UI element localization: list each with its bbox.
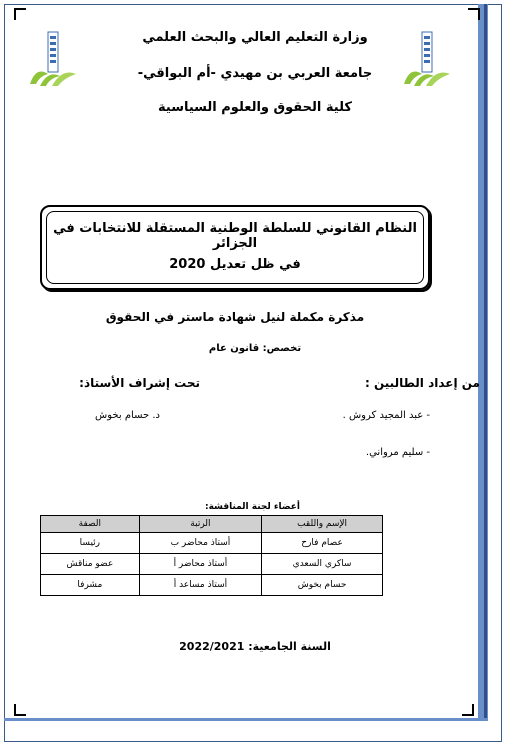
ministry-name: وزارة التعليم العالي والبحث العلمي: [142, 30, 368, 45]
committee-table: [40, 515, 383, 596]
member-role: مشرفا: [41, 575, 140, 596]
member-name: حسام بخوش: [262, 575, 383, 596]
page-frame-right-line: [484, 4, 487, 720]
degree-statement: مذكرة مكملة لنيل شهادة ماستر في الحقوق: [105, 310, 365, 324]
table-row: [41, 575, 383, 596]
member-name: عصام فارح: [262, 533, 383, 554]
header-name: الإسم واللقب: [262, 516, 383, 533]
table-row: [41, 554, 383, 575]
thesis-title-box: [40, 205, 430, 290]
academic-year: [140, 640, 370, 653]
university-name: جامعة العربي بن مهيدي -أم البواقي-: [137, 66, 373, 81]
corner-mark-bottom-left: [14, 704, 26, 716]
specialty: تخصص: قانون عام: [208, 343, 302, 354]
academic-year-value: 2022/2021: [179, 640, 245, 653]
member-name: ساكري السعدي: [262, 554, 383, 575]
student-2: - سليم مرواني.: [365, 447, 430, 458]
member-rank: أستاذ محاضر أ: [139, 554, 261, 575]
corner-mark-bottom-right: [462, 704, 474, 716]
corner-mark-top-right: [468, 8, 480, 20]
committee-header-row: [41, 516, 383, 533]
thesis-title-line-2: في ظل تعديل 2020: [169, 257, 301, 272]
member-rank: أستاذ مساعد أ: [139, 575, 261, 596]
faculty-name: كلية الحقوق والعلوم السياسية: [158, 100, 352, 115]
supervisor-name: د. حسام بخوش: [95, 410, 160, 421]
student-1: - عبد المجيد كروش .: [342, 410, 430, 421]
member-rank: أستاذ محاضر ب: [139, 533, 261, 554]
supervision-label: تحت إشراف الأستاذ:: [79, 376, 200, 390]
member-role: عضو مناقش: [41, 554, 140, 575]
member-role: رئيسا: [41, 533, 140, 554]
prepared-by-label: من إعداد الطالبين :: [365, 376, 480, 390]
academic-year-label: السنة الجامعية:: [248, 640, 331, 653]
thesis-title-line-1: النظام القانوني للسلطة الوطنية المستقلة للانتخابات في الجزائر: [53, 221, 417, 251]
header-rank: الرتبة: [139, 516, 261, 533]
header-role: الصفة: [41, 516, 140, 533]
table-row: [41, 533, 383, 554]
committee-caption: أعضاء لجنة المناقشة:: [204, 502, 300, 512]
corner-mark-top-left: [14, 8, 26, 20]
page-frame-bottom-band: [4, 718, 488, 721]
